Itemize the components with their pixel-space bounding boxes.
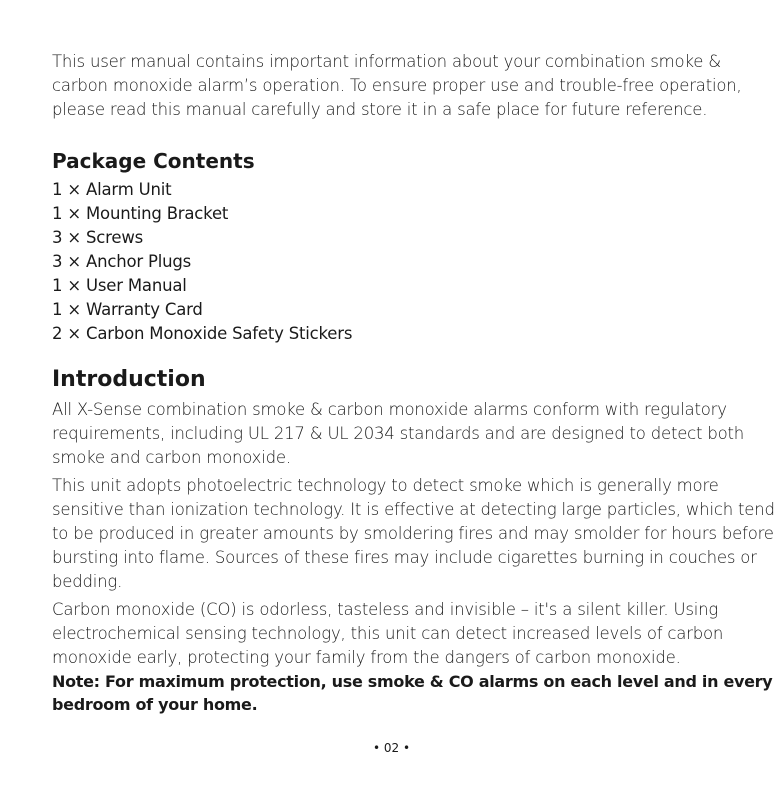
manual-page (52, 50, 778, 716)
list-item: 1 × Alarm Unit (52, 180, 172, 199)
list-item: 1 × Warranty Card (52, 300, 203, 319)
list-item: 1 × User Manual (52, 276, 187, 295)
introduction-paragraph: This unit adopts photoelectric technology to detect smoke which is generally more sensitive than ionization technology. It is effective at detecting large particles, which tend to be produced in greater amounts by smoldering fires and may smolder for hours before bursting into flame. Sources of these fires may include cigarettes burning in couches or bedding. (52, 476, 775, 591)
introduction-paragraph: All X-Sense combination smoke & carbon monoxide alarms conform with regulatory requirements, including UL 217 & UL 2034 standards and are designed to detect both smoke and carbon monoxide. (52, 400, 745, 467)
list-item: 3 × Anchor Plugs (52, 252, 192, 271)
list-item: 2 × Carbon Monoxide Safety Stickers (52, 324, 353, 343)
package-contents-heading: Package Contents (52, 149, 255, 173)
package-contents-list (52, 178, 778, 346)
introduction-paragraph: Carbon monoxide (CO) is odorless, tasteless and invisible – it's a silent killer. Using electrochemical sensing technology, this unit can detect increased levels of carbon monoxide early, protecting your family from the dangers of carbon monoxide. (52, 600, 724, 667)
list-item: 3 × Screws (52, 228, 144, 247)
intro-paragraph: This user manual contains important information about your combination smoke & carbon monoxide alarm’s operation. To ensure proper use and trouble-free operation, please read this manual carefully and store it in a safe place for future reference. (52, 52, 742, 119)
list-item: 1 × Mounting Bracket (52, 204, 229, 223)
safety-note: Note: For maximum protection, use smoke & CO alarms on each level and in every bedroom of your home. (52, 672, 773, 714)
introduction-heading: Introduction (52, 367, 206, 392)
page-number: • 02 • (372, 741, 411, 755)
